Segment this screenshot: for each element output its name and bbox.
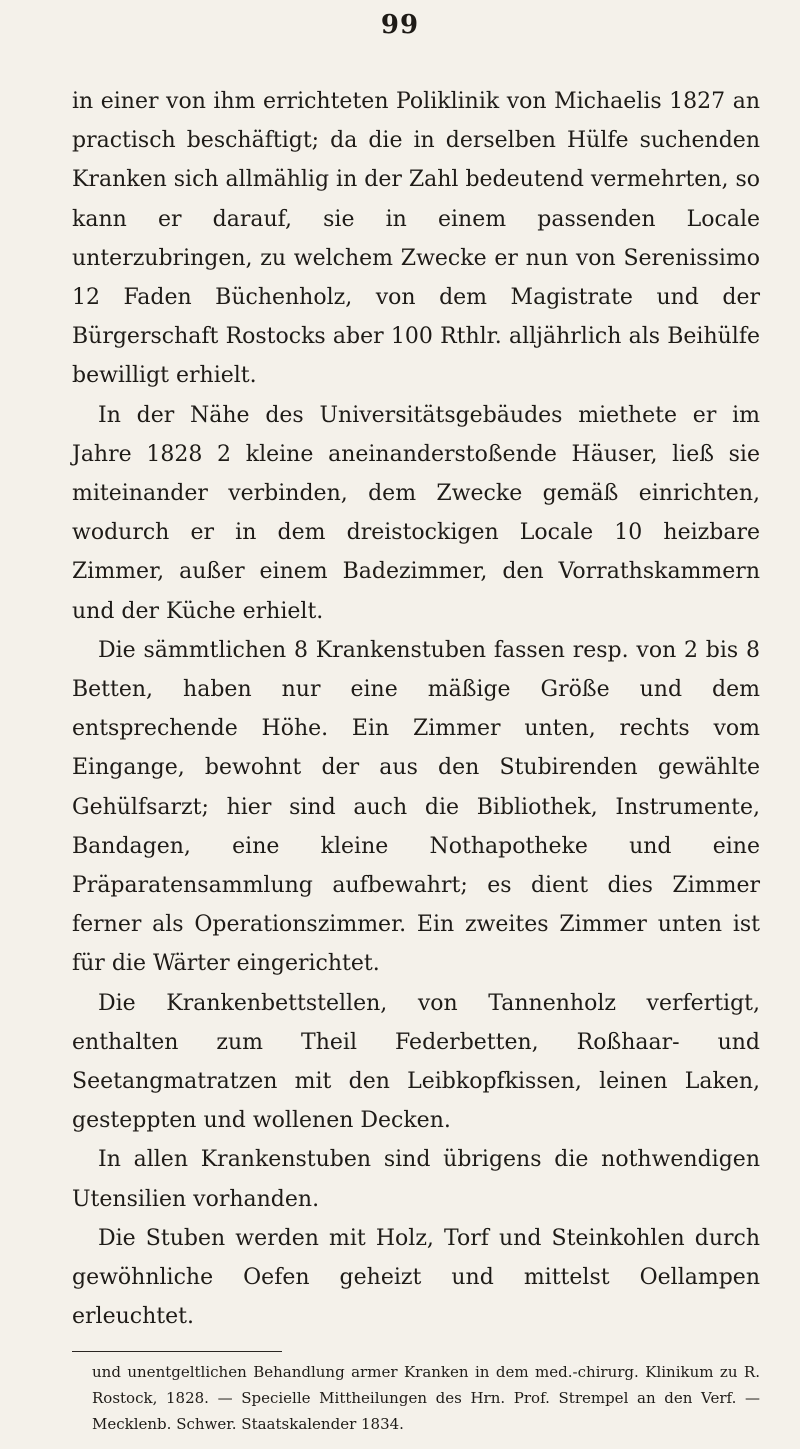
paragraph-4: Die Krankenbettstellen, von Tannenholz verfertigt, enthalten zum Theil Federbetten, Roßhaar- und Seetangmatratzen mit den Leibkopfkissen, leinen Laken, gesteppten und wollenen Decken. (72, 990, 760, 1134)
paragraph-6: Die Stuben werden mit Holz, Torf und Steinkohlen durch gewöhnliche Oefen geheizt und mittelst Oellampen erleuchtet. (72, 1225, 760, 1330)
paragraph-5: In allen Krankenstuben sind übrigens die nothwendigen Utensilien vorhanden. (72, 1147, 760, 1212)
page-number: 99 (380, 10, 420, 40)
footnote: und unentgeltlichen Behandlung armer Kranken in dem med.-chirurg. Klinikum zu R. Rostock, 1828. — Specielle Mittheilungen des Hrn. Prof. Strempel an den Verf. — Mecklenb. Schwer. Staatskalender 1834. (92, 1363, 760, 1433)
paragraph-3: Die sämmtlichen 8 Krankenstuben fassen resp. von 2 bis 8 Betten, haben nur eine mäßige Größe und dem entsprechende Höhe. Ein Zimmer unten, rechts vom Eingange, bewohnt der aus den Stubirenden gewählte Gehülfsarzt; hier sind auch die Bibliothek, Instrumente, Bandagen, eine kleine Nothapotheke und eine Präparatensammlung aufbewahrt; es dient dies Zimmer ferner als Operationszimmer. Ein zweites Zimmer unten ist für die Wärter eingerichtet. (72, 637, 760, 977)
paragraph-2: In der Nähe des Universitätsgebäudes miethete er im Jahre 1828 2 kleine aneinanderstoßende Häuser, ließ sie miteinander verbinden, dem Zwecke gemäß einrichten, wodurch er in dem dreistockigen Locale 10 heizbare Zimmer, außer einem Badezimmer, den Vorrathskammern und der Küche erhielt. (72, 402, 760, 624)
footnote-divider (72, 1351, 282, 1352)
paragraph-1: in einer von ihm errichteten Poliklinik von Michaelis 1827 an practisch beschäftigt; da die in derselben Hülfe suchenden Kranken sich allmählig in der Zahl bedeutend vermehrten, so kann er darauf, sie in einem passenden Locale unterzubringen, zu welchem Zwecke er nun von Serenissimo 12 Faden Büchenholz, von dem Magistrate und der Bürgerschaft Rostocks aber 100 Rthlr. alljährlich als Beihülfe bewilligt erhielt. (72, 89, 761, 389)
main-text (72, 82, 760, 1337)
